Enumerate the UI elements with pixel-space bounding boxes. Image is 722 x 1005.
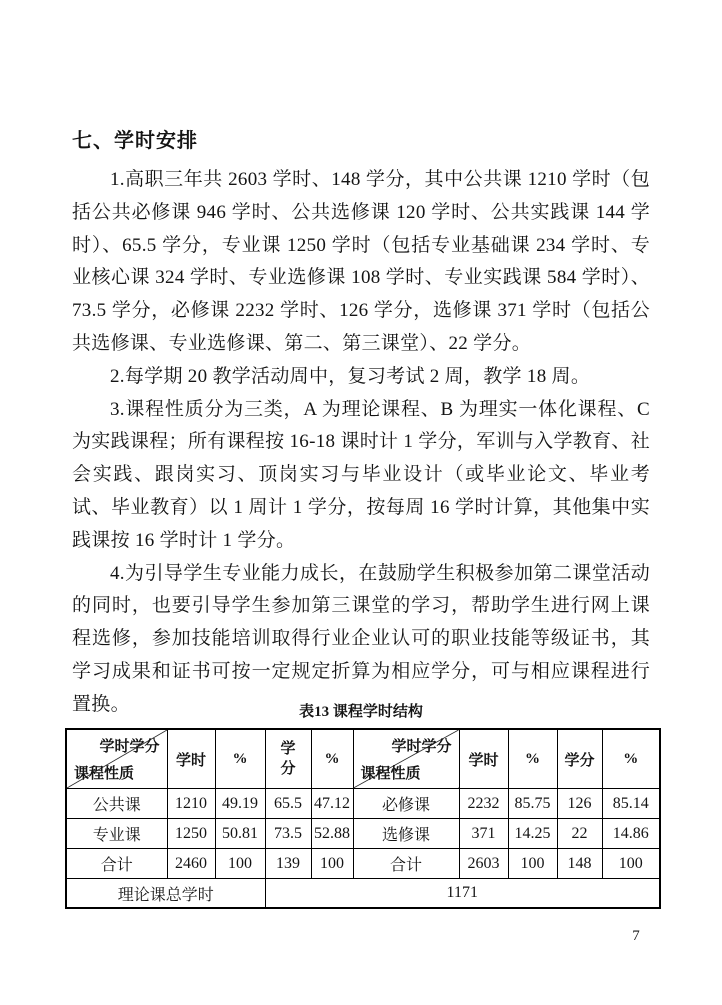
cell-hours: 2603 (459, 849, 508, 879)
cell-pct: 52.88 (311, 819, 353, 849)
diagonal-header-cell-left (66, 729, 167, 789)
cell-hours: 1250 (167, 819, 215, 849)
table-row (66, 849, 660, 879)
footer-value: 1171 (265, 879, 660, 909)
cell-pct: 100 (215, 849, 265, 879)
cell-pct: 49.19 (215, 789, 265, 819)
col-header-pct: % (215, 729, 265, 789)
row-label: 合计 (66, 849, 167, 879)
page-number: 7 (632, 928, 640, 944)
col-header-hours: 学时 (167, 729, 215, 789)
table-title: 表13 课程学时结构 (299, 704, 423, 720)
footer-label: 理论课总学时 (66, 879, 265, 909)
col-header-pct: % (602, 729, 660, 789)
cell-hours: 1210 (167, 789, 215, 819)
row-label: 选修课 (353, 819, 459, 849)
col-header-credits: 学分 (265, 729, 311, 789)
diagonal-bottom-label: 课程性质 (74, 766, 135, 782)
cell-credits: 139 (265, 849, 311, 879)
cell-pct: 85.75 (508, 789, 557, 819)
cell-hours: 2460 (167, 849, 215, 879)
row-label: 必修课 (353, 789, 459, 819)
cell-credits: 22 (557, 819, 602, 849)
table-section (0, 700, 722, 909)
text-content (72, 130, 650, 722)
cell-credits: 148 (557, 849, 602, 879)
paragraph-1: 1.高职三年共 2603 学时、148 学分，其中公共课 1210 学时（包括公共必修课 946 学时、公共选修课 120 学时、公共实践课 144 学时）、65.5 学分，专业课 1250 学时（包括专业基础课 234 学时、专业核心课 324 学时、专业选修课 108 学时、专业实践课 584 学时）、73.5 学分，必修课 2232 学时、126 学分，选修课 371 学时（包括公共选修课、专业选修课、第二、第三课堂）、22 学分。 (72, 169, 650, 354)
cell-pct: 85.14 (602, 789, 660, 819)
table-footer-row (66, 879, 660, 909)
table-header-row (66, 729, 660, 789)
cell-credits: 73.5 (265, 819, 311, 849)
col-header-pct: % (508, 729, 557, 789)
cell-pct: 14.25 (508, 819, 557, 849)
section-heading: 七、学时安排 (72, 130, 198, 152)
cell-credits: 65.5 (265, 789, 311, 819)
cell-hours: 2232 (459, 789, 508, 819)
row-label: 专业课 (66, 819, 167, 849)
diagonal-bottom-label: 课程性质 (360, 766, 421, 782)
cell-pct: 14.86 (602, 819, 660, 849)
cell-pct: 47.12 (311, 789, 353, 819)
cell-pct: 100 (508, 849, 557, 879)
diagonal-top-label: 学时学分 (99, 739, 160, 755)
col-header-pct: % (311, 729, 353, 789)
row-label: 合计 (353, 849, 459, 879)
col-header-hours: 学时 (459, 729, 508, 789)
cell-pct: 100 (311, 849, 353, 879)
row-label: 公共课 (66, 789, 167, 819)
col-header-credits: 学分 (557, 729, 602, 789)
paragraph-4: 4.为引导学生专业能力成长，在鼓励学生积极参加第二课堂活动的同时，也要引导学生参加第三课堂的学习，帮助学生进行网上课程选修，参加技能培训取得行业企业认可的职业技能等级证书，其学习成果和证书可按一定规定折算为相应学分，可与相应课程进行置换。 (72, 562, 650, 715)
cell-pct: 50.81 (215, 819, 265, 849)
cell-credits: 126 (557, 789, 602, 819)
cell-pct: 100 (602, 849, 660, 879)
diagonal-header-cell-right (353, 729, 459, 789)
cell-hours: 371 (459, 819, 508, 849)
table-row (66, 789, 660, 819)
diagonal-top-label: 学时学分 (391, 739, 452, 755)
table-row (66, 819, 660, 849)
course-hours-table (65, 728, 661, 909)
paragraph-2: 2.每学期 20 教学活动周中，复习考试 2 周，教学 18 周。 (110, 365, 591, 387)
paragraph-3: 3.课程性质分为三类，A 为理论课程、B 为理实一体化课程、C 为实践课程；所有课程按 16-18 课时计 1 学分，军训与入学教育、社会实践、跟岗实习、顶岗实习与毕业设计（或毕业论文、毕业考试、毕业教育）以 1 周计 1 学分，按每周 16 学时计算，其他集中实践课按 16 学时计 1 学分。 (72, 398, 650, 551)
